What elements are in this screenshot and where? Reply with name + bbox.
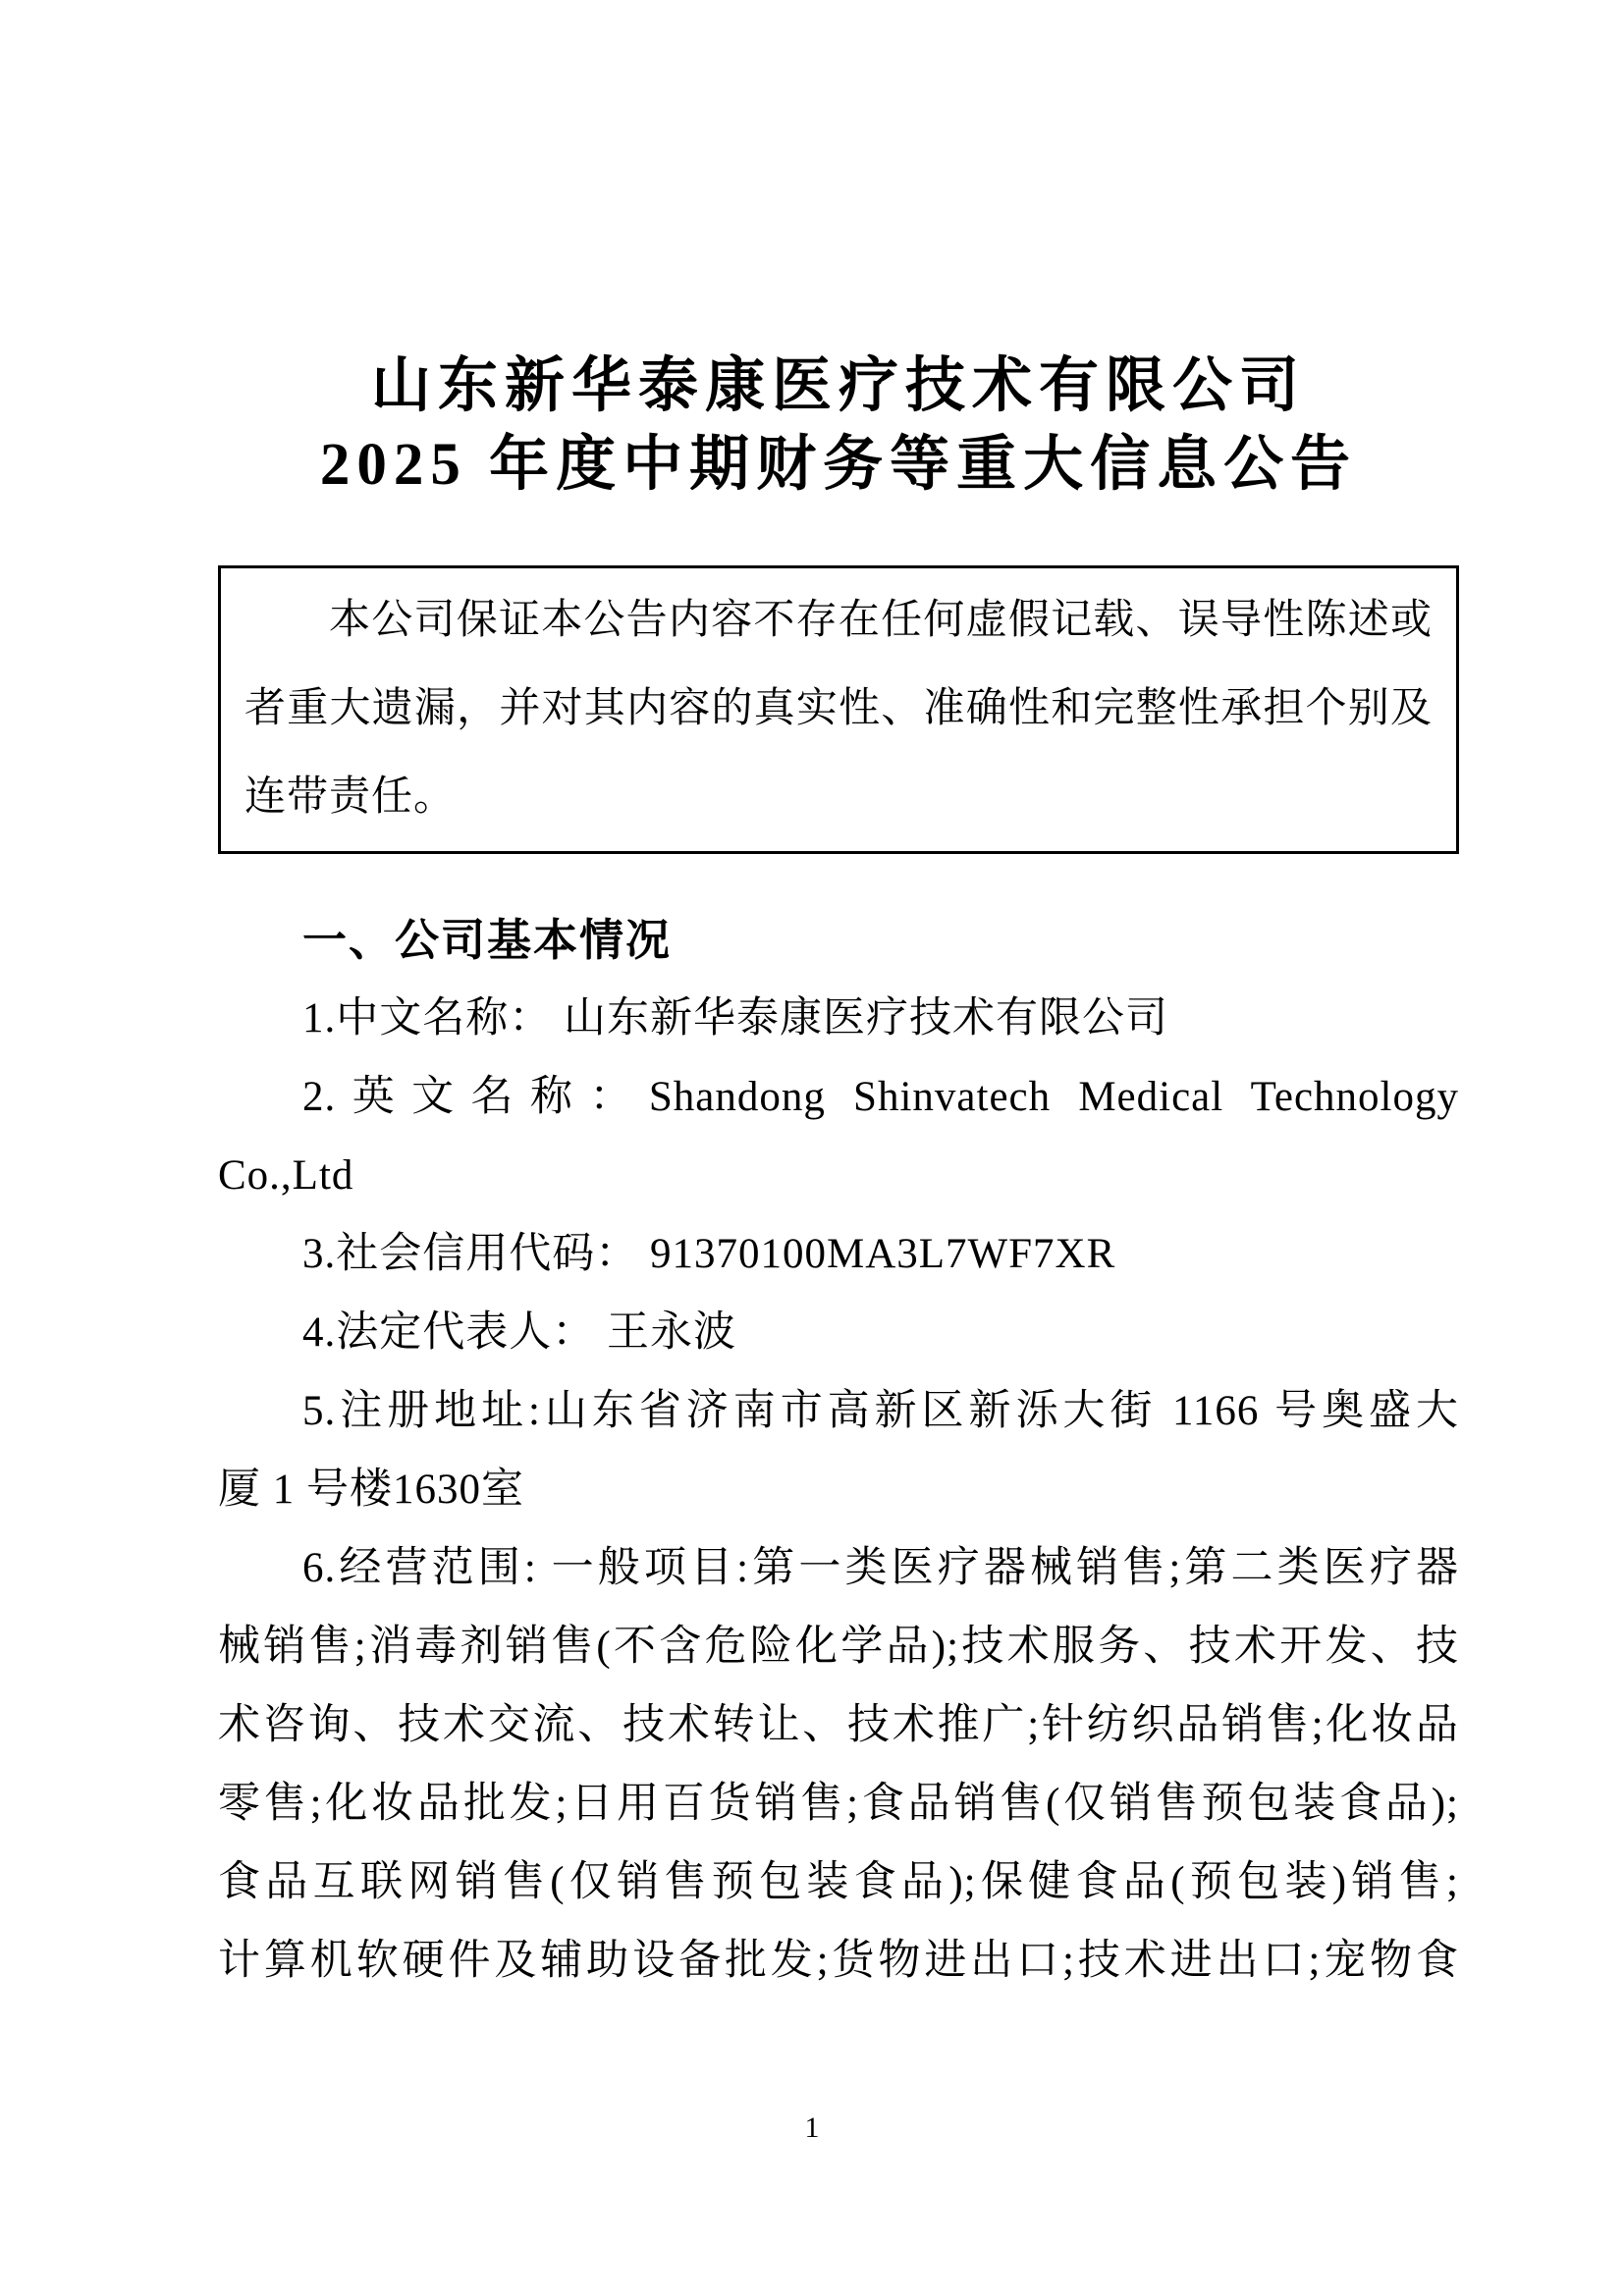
paragraph-line: 6.经营范围: 一般项目:第一类医疗器械销售;第二类医疗器	[302, 1545, 1459, 1591]
paragraph-line: 零售;化妆品批发;日用百货销售;食品销售(仅销售预包装食品);	[218, 1781, 1459, 1827]
disclaimer-line-3: 连带责任。	[244, 774, 457, 820]
paragraph-line: 械销售;消毒剂销售(不含危险化学品);技术服务、技术开发、技	[218, 1624, 1459, 1670]
page-number: 1	[804, 2111, 820, 2144]
paragraph-line: 术咨询、技术交流、技术转让、技术推广;针纺织品销售;化妆品	[218, 1702, 1459, 1748]
paragraph-line: Co.,Ltd	[218, 1152, 354, 1199]
paragraph-line: 食品互联网销售(仅销售预包装食品);保健食品(预包装)销售;	[218, 1859, 1459, 1905]
paragraph-line: 2.英文名称：Shandong Shinvatech Medical Technology	[302, 1074, 1459, 1120]
announcement-document	[218, 0, 1459, 2001]
paragraph-english-name	[218, 1058, 1459, 1215]
paragraph-line: 3.社会信用代码： 91370100MA3L7WF7XR	[302, 1231, 1116, 1277]
paragraph-credit-code	[218, 1215, 1459, 1294]
title-line-1: 山东新华泰康医疗技术有限公司	[370, 353, 1306, 419]
disclaimer-line-2: 者重大遗漏，并对其内容的真实性、准确性和完整性承担个别及	[244, 686, 1433, 731]
disclaimer-box	[218, 565, 1459, 854]
disclaimer-line-1: 本公司保证本公告内容不存在任何虚假记载、误导性陈述或	[329, 598, 1433, 643]
paragraph-line: 5.注册地址:山东省济南市高新区新泺大街 1166 号奥盛大	[302, 1388, 1459, 1434]
paragraph-line: 1.中文名称： 山东新华泰康医疗技术有限公司	[302, 995, 1168, 1041]
paragraph-list	[218, 980, 1459, 2001]
section-heading: 一、公司基本情况	[302, 915, 673, 965]
paragraph-registered-address	[218, 1372, 1459, 1529]
document-title	[218, 347, 1459, 505]
paragraph-legal-representative	[218, 1294, 1459, 1372]
paragraph-business-scope	[218, 1529, 1459, 2001]
paragraph-line: 计算机软硬件及辅助设备批发;货物进出口;技术进出口;宠物食	[218, 1938, 1459, 1984]
paragraph-chinese-name	[218, 980, 1459, 1058]
title-line-2: 2025 年度中期财务等重大信息公告	[319, 432, 1358, 498]
paragraph-line: 厦 1 号楼1630室	[218, 1467, 524, 1513]
paragraph-line: 4.法定代表人： 王永波	[302, 1309, 736, 1356]
